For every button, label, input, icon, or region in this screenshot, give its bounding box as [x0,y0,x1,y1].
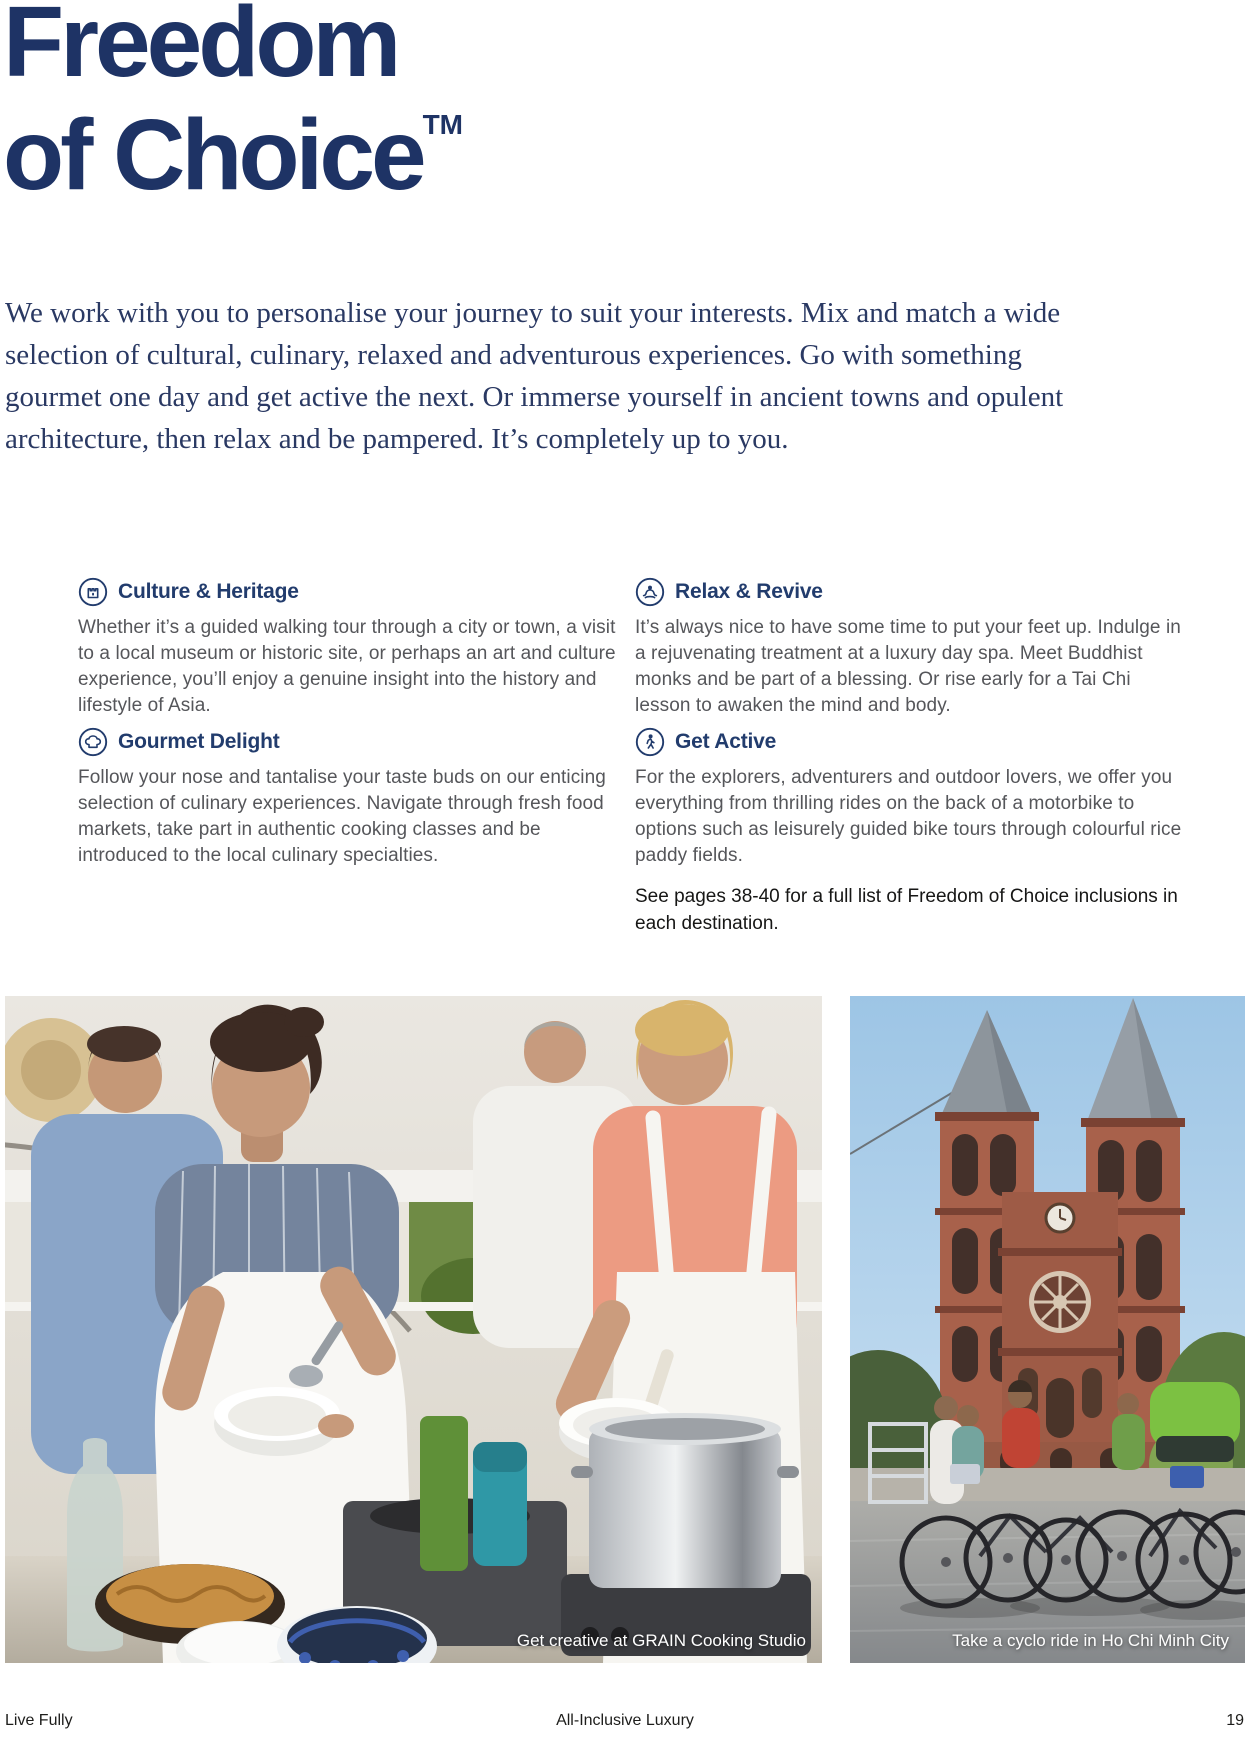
photo-cooking-studio [5,996,822,1663]
trademark-symbol: TM [422,109,464,140]
page-title [3,0,463,212]
photo-cyclo-ho-chi-minh [850,996,1245,1663]
section-title: Relax & Revive [675,580,823,603]
walking-person-icon [635,727,665,757]
section-body: For the explorers, adventurers and outdoor lovers, we offer you everything from thrilling rides on the back of a motorbike to options such as leisurely guided bike tours through colourful rice paddy fields. [635,767,1182,867]
section-heading [635,727,1183,757]
section-title: Get Active [675,730,777,753]
section-relax-revive [635,577,1183,719]
section-heading [78,577,626,607]
footer-brand-left: Live Fully [5,1712,73,1729]
photo-caption: Take a cyclo ride in Ho Chi Minh City [952,1631,1229,1650]
castle-tower-icon [78,577,108,607]
cooking-scene-illustration [5,996,822,1663]
page-title-line1: Freedom [3,0,398,98]
page-number: 19 [1226,1712,1244,1729]
see-pages-note: See pages 38-40 for a full list of Freedom of Choice inclusions in each destination. [635,886,1178,934]
section-heading [635,577,1183,607]
section-gourmet-delight [78,727,626,869]
section-body: It’s always nice to have some time to put your feet up. Indulge in a rejuvenating treatment at a luxury day spa. Meet Buddhist monks and be part of a blessing. Or rise early for a Tai Chi lesson to awaken the mind and body. [635,617,1181,717]
section-get-active [635,727,1183,869]
section-heading [78,727,626,757]
section-body: Follow your nose and tantalise your taste buds on our enticing selection of culinary experiences. Navigate through fresh food markets, take part in authentic cooking classes and be introduced to the local culinary specialties. [78,767,606,867]
chef-hat-icon [78,727,108,757]
section-culture-heritage [78,577,626,719]
photo-caption: Get creative at GRAIN Cooking Studio [516,1631,806,1650]
section-title: Gourmet Delight [118,730,280,753]
cathedral-scene-illustration [850,996,1245,1663]
section-body: Whether it’s a guided walking tour through a city or town, a visit to a local museum or historic site, or perhaps an art and culture experience, you’ll enjoy a genuine insight into the history and lifestyle of Asia. [78,617,616,717]
page-title-line2: of Choice [3,99,423,211]
meditation-icon [635,577,665,607]
intro-paragraph: We work with you to personalise your journey to suit your interests. Mix and match a wide selection of cultural, culinary, relaxed and adventurous experiences. Go with something gourmet one day and get active the next. Or immerse yourself in ancient towns and opulent architecture, then relax and be pampered. It’s completely up to you. [5,297,1064,456]
footer-brand-center: All-Inclusive Luxury [556,1712,694,1729]
section-title: Culture & Heritage [118,580,299,603]
